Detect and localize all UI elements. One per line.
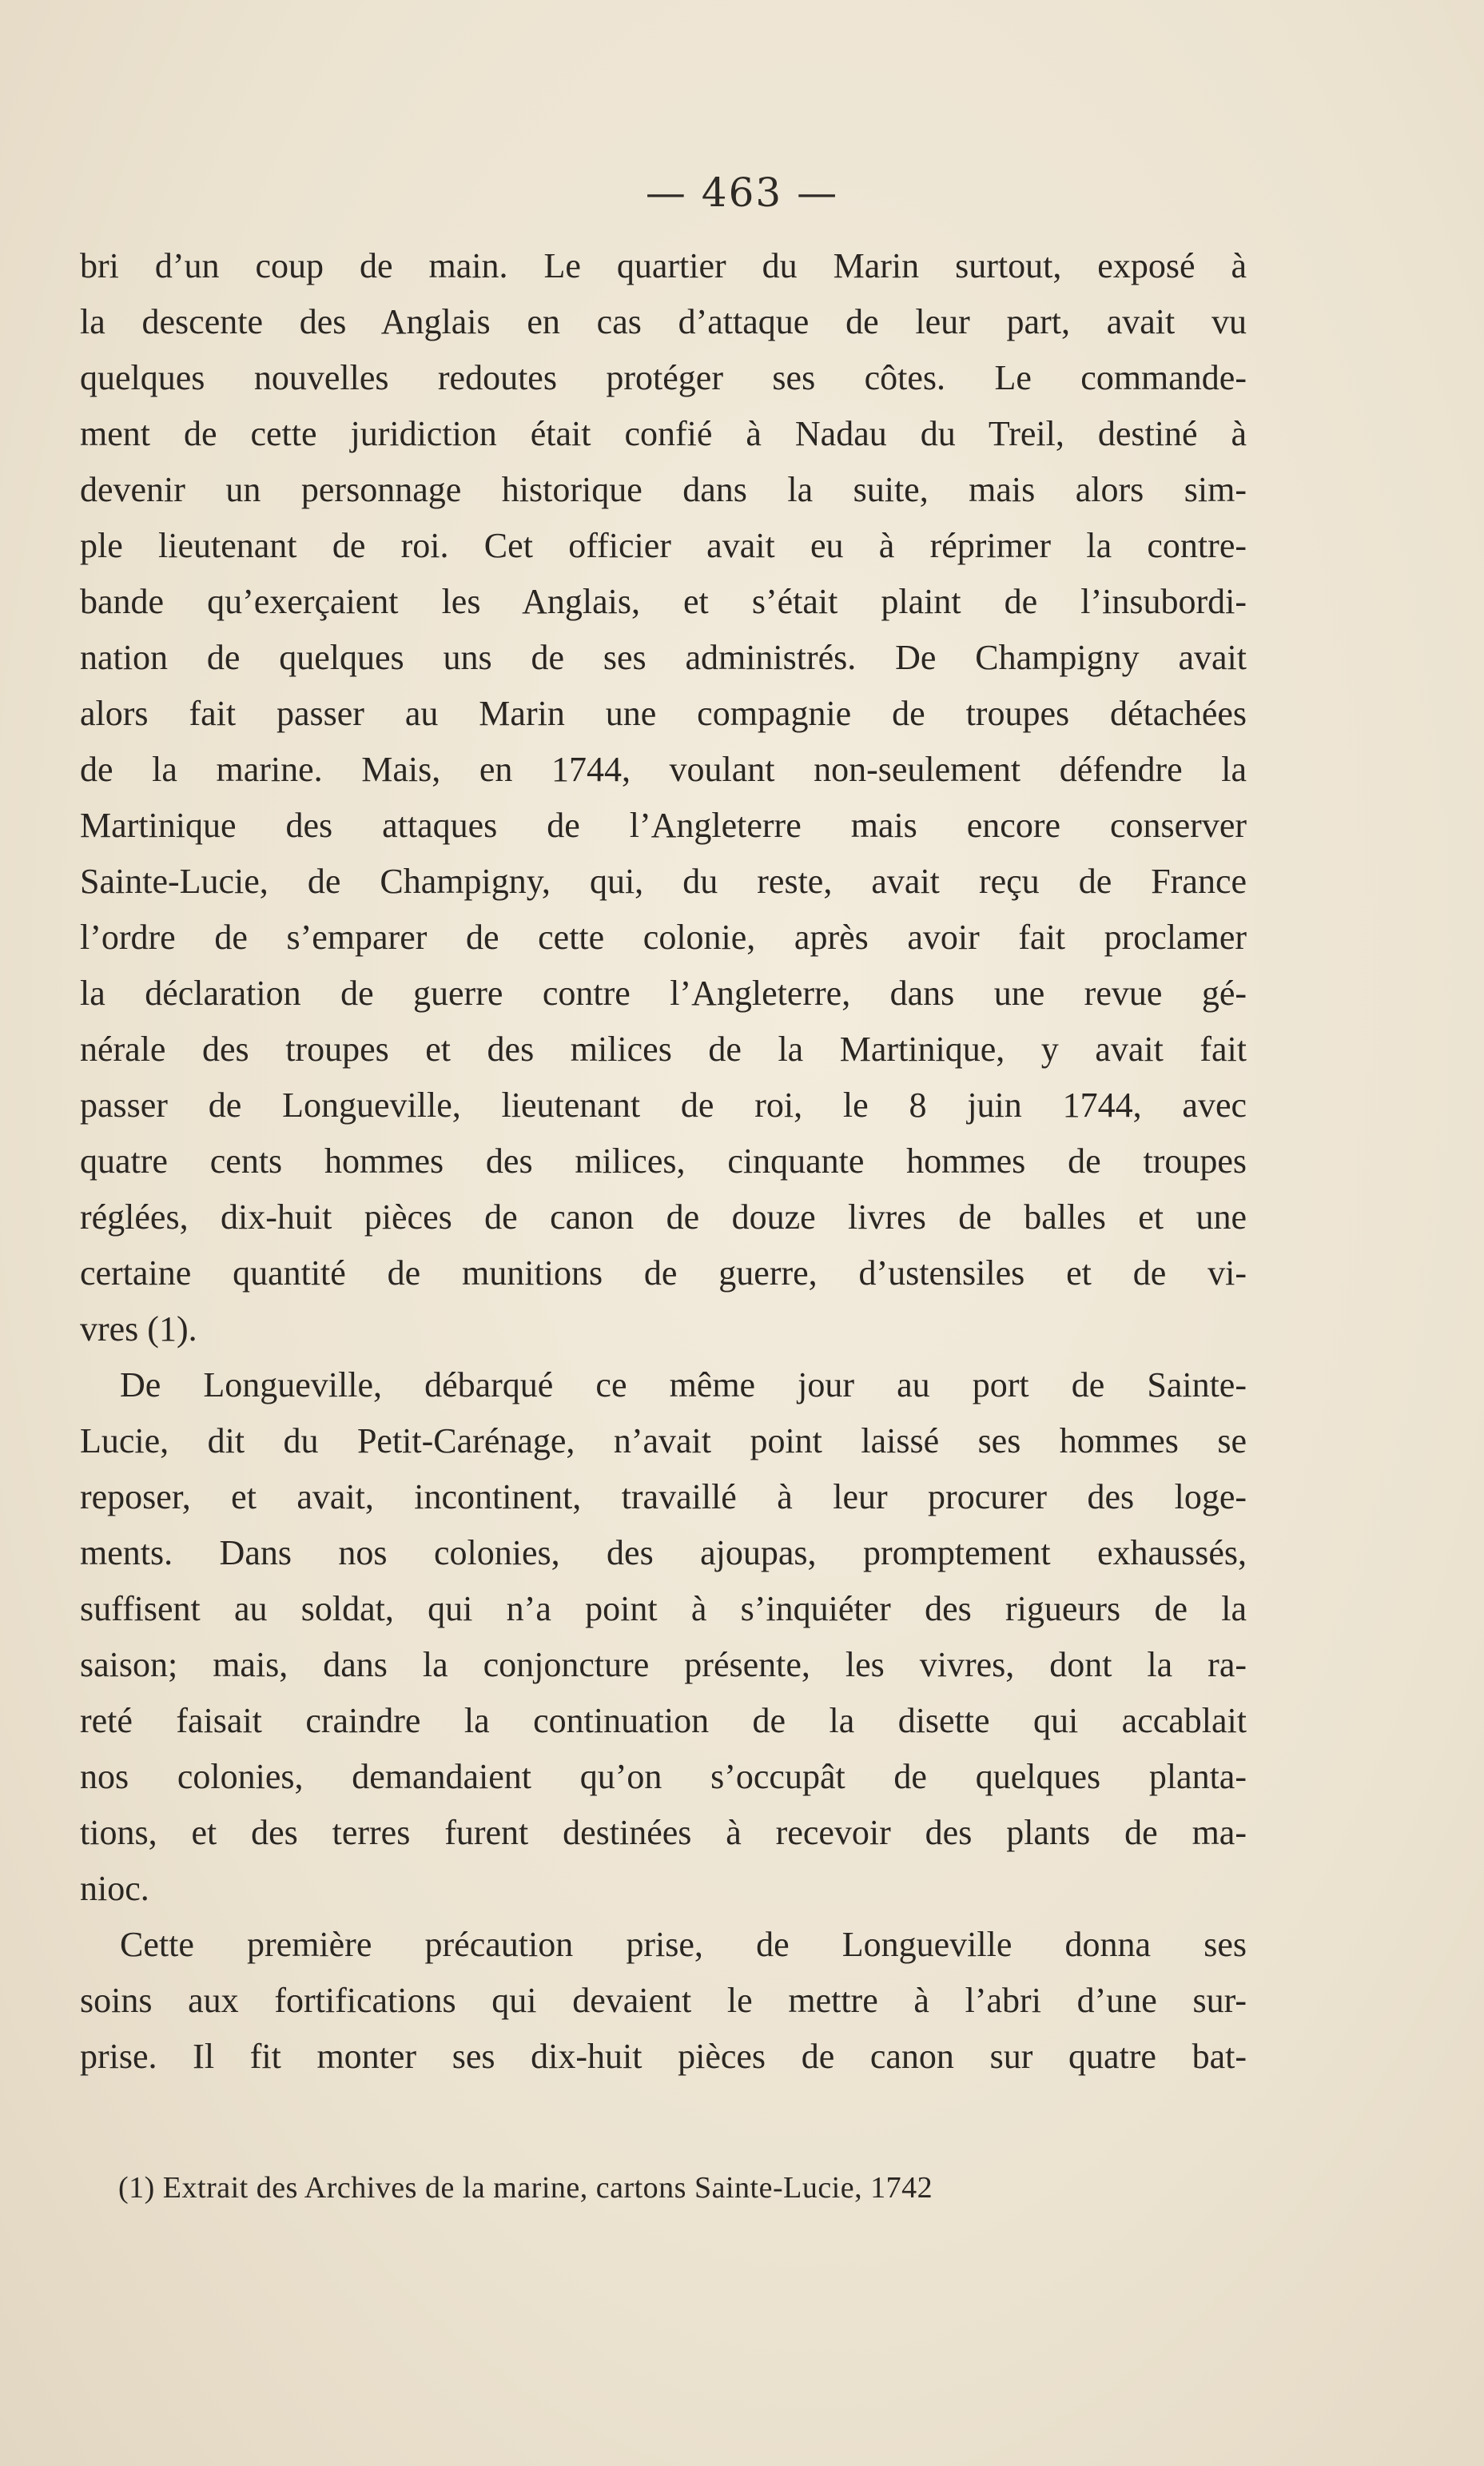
paragraph-2 [80,1357,1247,1917]
text-line: ments. Dans nos colonies, des ajoupas, promptement exhaussés, [80,1533,1247,1572]
text-line: l’ordre de s’emparer de cette colonie, après avoir fait proclamer [80,918,1247,957]
text-line: réglées, dix-huit pièces de canon de douze livres de balles et une [80,1197,1247,1237]
paragraph-1 [80,238,1247,1357]
text-line: nérale des troupes et des milices de la Martinique, y avait fait [80,1030,1247,1069]
text-line: Martinique des attaques de l’Angleterre mais encore conserver [80,806,1247,845]
text-line: bande qu’exerçaient les Anglais, et s’était plaint de l’insubordi- [80,582,1247,621]
text-line: Lucie, dit du Petit-Carénage, n’avait point laissé ses hommes se [80,1421,1247,1460]
text-line: bri d’un coup de main. Le quartier du Marin surtout, exposé à [80,246,1247,285]
text-line: ple lieutenant de roi. Cet officier avait eu à réprimer la contre- [80,526,1247,565]
text-line: reposer, et avait, incontinent, travaillé à leur procurer des loge- [80,1477,1247,1516]
text-line: tions, et des terres furent destinées à recevoir des plants de ma- [80,1813,1247,1852]
text-line: quelques nouvelles redoutes protéger ses côtes. Le commande- [80,358,1247,397]
text-line: nos colonies, demandaient qu’on s’occupât de quelques planta- [80,1757,1247,1796]
text-line: la descente des Anglais en cas d’attaque de leur part, avait vu [80,302,1247,341]
text-line: alors fait passer au Marin une compagnie de troupes détachées [80,694,1247,733]
footnote: (1) Extrait des Archives de la marine, cartons Sainte-Lucie, 1742 [118,2171,933,2205]
text-line: soins aux fortifications qui devaient le mettre à l’abri d’une sur- [80,1981,1247,2020]
body-text [80,238,1247,2085]
text-line: certaine quantité de munitions de guerre, d’ustensiles et de vi- [80,1253,1247,1293]
text-line: devenir un personnage historique dans la suite, mais alors sim- [80,470,1247,509]
text-line: la déclaration de guerre contre l’Angleterre, dans une revue gé- [80,974,1247,1013]
text-line: prise. Il fit monter ses dix-huit pièces de canon sur quatre bat- [80,2037,1247,2076]
text-line: quatre cents hommes des milices, cinquante hommes de troupes [80,1141,1247,1181]
text-line: de la marine. Mais, en 1744, voulant non-seulement défendre la [80,750,1247,789]
text-line: passer de Longueville, lieutenant de roi, le 8 juin 1744, avec [80,1086,1247,1125]
text-line: Cette première précaution prise, de Longueville donna ses [120,1925,1247,1964]
text-line: vres (1). [80,1309,197,1349]
text-line: De Longueville, débarqué ce même jour au port de Sainte- [120,1365,1247,1404]
text-line: suffisent au soldat, qui n’a point à s’inquiéter des rigueurs de la [80,1589,1247,1628]
text-line: reté faisait craindre la continuation de la disette qui accablait [80,1701,1247,1740]
paragraph-3 [80,1917,1247,2085]
text-line: nation de quelques uns de ses administrés. De Champigny avait [80,638,1247,677]
text-line: Sainte-Lucie, de Champigny, qui, du reste, avait reçu de France [80,862,1247,901]
text-line: ment de cette juridiction était confié à Nadau du Treil, destiné à [80,414,1247,453]
text-line: nioc. [80,1869,149,1908]
page-number: — 463 — [645,169,839,216]
text-line: saison; mais, dans la conjoncture présente, les vivres, dont la ra- [80,1645,1247,1684]
